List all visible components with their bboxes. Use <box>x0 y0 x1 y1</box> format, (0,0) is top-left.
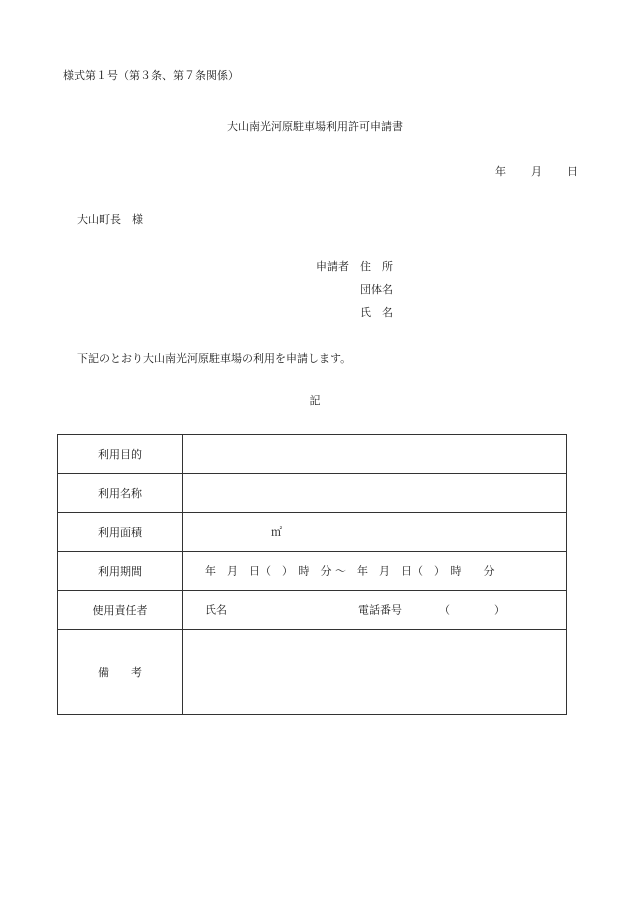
table-row <box>58 435 567 474</box>
table-row <box>58 474 567 513</box>
ki-heading: 記 <box>309 394 321 407</box>
area-unit: ㎡ <box>271 525 282 539</box>
area-field[interactable] <box>183 513 567 552</box>
responsible-field[interactable] <box>183 591 567 630</box>
area-label: 利用面積 <box>58 513 183 552</box>
applicant-address-label: 住 所 <box>360 260 393 273</box>
responsible-phone-label: 電話番号 <box>358 603 402 617</box>
applicant-organization-label: 団体名 <box>360 283 393 296</box>
date-month: 月 <box>531 165 542 178</box>
date-day: 日 <box>567 165 578 178</box>
period-template: 年 月 日（ ） 時 分 ～ 年 月 日（ ） 時 分 <box>205 564 495 578</box>
table-row <box>58 552 567 591</box>
date-year: 年 <box>495 165 506 178</box>
period-label: 利用期間 <box>58 552 183 591</box>
form-number: 様式第１号（第３条、第７条関係） <box>63 69 239 82</box>
table-row <box>58 591 567 630</box>
table-row <box>58 513 567 552</box>
applicant-label: 申請者 <box>316 260 349 273</box>
date-line <box>495 166 578 177</box>
table-row <box>58 630 567 715</box>
responsible-label: 使用責任者 <box>58 591 183 630</box>
addressee: 大山町長 様 <box>77 213 143 226</box>
intro-text: 下記のとおり大山南光河原駐車場の利用を申請します。 <box>77 352 352 365</box>
usage-name-label: 利用名称 <box>58 474 183 513</box>
responsible-phone-paren: （ ） <box>439 603 505 617</box>
period-field[interactable] <box>183 552 567 591</box>
application-table <box>57 434 567 715</box>
remarks-field[interactable] <box>183 630 567 715</box>
purpose-label: 利用目的 <box>58 435 183 474</box>
document-title: 大山南光河原駐車場利用許可申請書 <box>227 120 403 133</box>
usage-name-field[interactable] <box>183 474 567 513</box>
applicant-name-label: 氏 名 <box>360 306 393 319</box>
remarks-label: 備 考 <box>58 630 183 715</box>
purpose-field[interactable] <box>183 435 567 474</box>
responsible-name-label: 氏名 <box>205 603 227 617</box>
